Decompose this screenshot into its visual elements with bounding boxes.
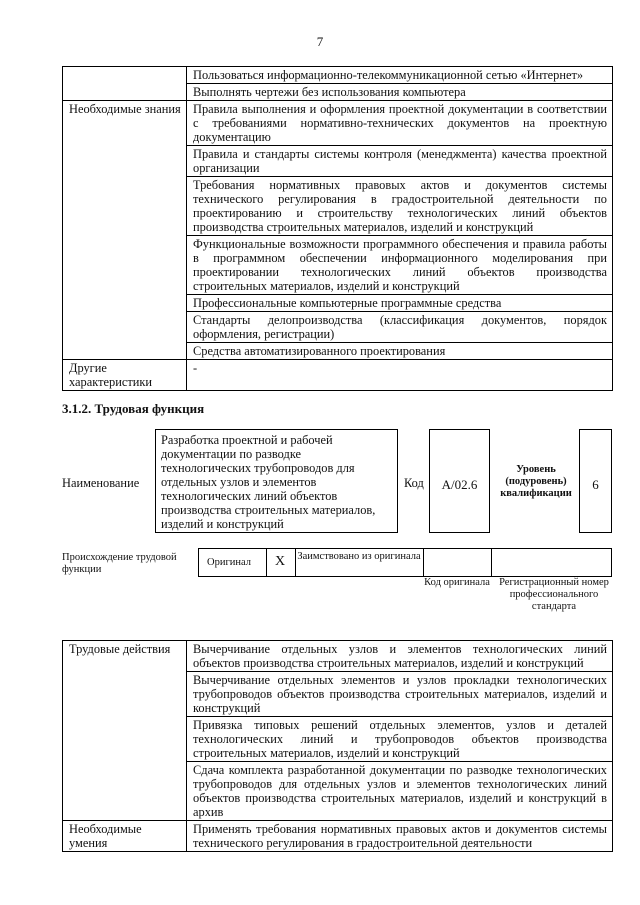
table-cell: Применять требования нормативных правовых актов и документов системы технического регулирования в градостроительной деятельности — [187, 821, 613, 852]
page-number: 7 — [316, 34, 324, 49]
section-heading: 3.1.2. Трудовая функция — [62, 401, 205, 416]
function-code-box — [429, 429, 490, 533]
table-cell: Правила выполнения и оформления проектной документации в соответствии с требованиями нормативно-технических документов на проектную документацию — [187, 101, 613, 146]
table-cell: Сдача комплекта разработанной документации по разводке технологических трубопроводов для отдельных узлов и элементов технологических линий объектов производства строительных материалов, изделий и конструкций в архив — [187, 762, 613, 821]
row-label-actions: Трудовые действия — [63, 641, 187, 821]
table-row — [63, 67, 613, 84]
table-cell: Стандарты делопроизводства (классификация документов, порядок оформления, регистрации) — [187, 312, 613, 343]
table-cell: Правила и стандарты системы контроля (менеджмента) качества проектной организации — [187, 146, 613, 177]
code-label: Код — [404, 476, 424, 490]
original-mark: X — [275, 554, 286, 569]
function-code-value: A/02.6 — [441, 477, 478, 492]
function-name-value: Разработка проектной и рабочей документации по разводке технологических трубопроводов для отдельных узлов и элементов технологических линий объектов производства строительных материалов, изделий и конструкций — [161, 433, 376, 531]
table-cell: Привязка типовых решений отдельных элементов, узлов и деталей технологических линий и трубопроводов объектов производства строительных материалов, изделий и конструкций — [187, 717, 613, 762]
origin-label: Происхождение трудовой функции — [62, 552, 177, 575]
row-label — [63, 67, 187, 101]
row-label-knowledge: Необходимые знания — [63, 101, 187, 360]
table-row — [63, 641, 613, 672]
table-cell: Выполнять чертежи без использования компьютера — [187, 84, 613, 101]
reg-caption: Регистрационный номер профессионального стандарта — [499, 577, 609, 612]
table-row — [63, 821, 613, 852]
table-cell: Требования нормативных правовых актов и документов системы технического регулирования в градостроительной деятельности по проектированию и строительству технологических линий объектов производства строительных материалов, изделий и конструкций — [187, 177, 613, 236]
table-row — [63, 101, 613, 146]
table-cell: Профессиональные компьютерные программные средства — [187, 295, 613, 312]
table-cell: Вычерчивание отдельных узлов и элементов технологических линий объектов производства строительных материалов, изделий и конструкций — [187, 641, 613, 672]
table-cell: Вычерчивание отдельных элементов и узлов прокладки технологических трубопроводов объектов производства строительных материалов, изделий и конструкций — [187, 672, 613, 717]
table-cell: Пользоваться информационно-телекоммуникационной сетью «Интернет» — [187, 67, 613, 84]
name-label: Наименование — [62, 476, 140, 490]
original-label: Оригинал — [207, 557, 251, 568]
table-row — [63, 360, 613, 391]
origin-row — [198, 548, 612, 577]
table-cell: Функциональные возможности программного обеспечения и правила работы в программном обеспечении информационного моделирования при проектировании технологических линий объектов производства строительных материалов, изделий и конструкций — [187, 236, 613, 295]
table-cell: - — [187, 360, 613, 391]
function-name-box — [155, 429, 398, 533]
row-label-other: Другие характеристики — [63, 360, 187, 391]
code-caption: Код оригинала — [424, 577, 490, 588]
row-label-skills: Необходимые умения — [63, 821, 187, 852]
labor-actions-table — [62, 640, 613, 852]
requirements-table-continued — [62, 66, 613, 391]
level-value: 6 — [592, 477, 599, 492]
level-box — [579, 429, 612, 533]
borrowed-label: Заимствовано из оригинала — [297, 551, 421, 562]
level-label: Уровень (подуровень) квалификации — [500, 464, 572, 499]
table-cell: Средства автоматизированного проектирования — [187, 343, 613, 360]
